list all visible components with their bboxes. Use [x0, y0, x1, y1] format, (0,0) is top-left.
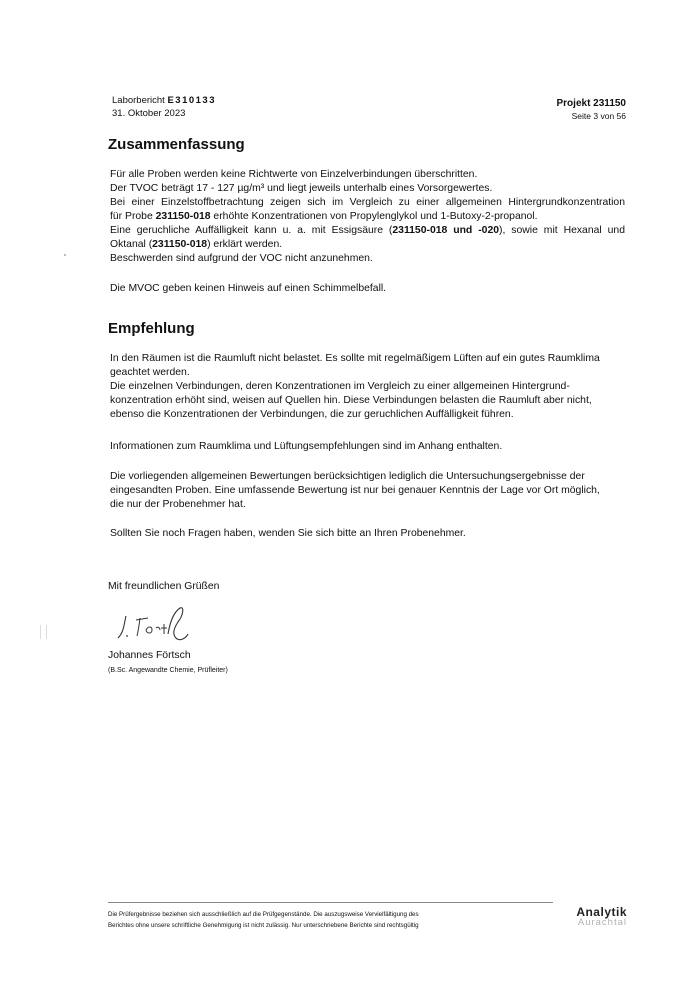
mvoc-paragraph [110, 282, 625, 296]
summary-line [110, 182, 625, 196]
signer-name: Johannes Förtsch [108, 650, 191, 661]
rec-line: In den Räumen ist die Raumluft nicht belastet. Es sollte mit regelmäßigem Lüften auf ein gutes Raumklima [110, 353, 600, 364]
footer-line: Berichtes ohne unsere schriftliche Genehmigung ist nicht zulässig. Nur unterschriebene Berichte sind rechtsgültig [108, 922, 419, 929]
scan-dot [64, 254, 66, 256]
report-header-right [557, 97, 627, 123]
rec-line: konzentration erhöht sind, weisen auf Quellen hin. Diese Verbindungen belasten die Raumluft aber nicht, [110, 395, 592, 406]
summary-text: ) erklärt werden. [207, 239, 283, 250]
summary-text: Beschwerden sind aufgrund der VOC nicht anzunehmen. [110, 253, 373, 264]
summary-text: Für alle Proben werden keine Richtwerte von Einzelverbindungen überschritten. [110, 169, 478, 180]
footer-line: Die Prüfergebnisse beziehen sich ausschließlich auf die Prüfgegenstände. Die auszugsweise Vervielfältigung des [108, 911, 419, 918]
rec-questions-text: Sollten Sie noch Fragen haben, wenden Sie sich bitte an Ihren Probenehmer. [110, 528, 466, 539]
rec-line: die nur der Probenehmer hat. [110, 499, 246, 510]
recommendation-paragraph-2 [110, 440, 625, 454]
footer-divider [108, 902, 553, 903]
summary-text: Oktanal ( [110, 239, 153, 250]
rec-line: eingesandten Proben. Eine umfassende Bewertung ist nur bei genauer Kenntnis der Lage vor Ort möglich, [110, 485, 600, 496]
summary-heading: Zusammenfassung [108, 136, 245, 153]
mvoc-text: Die MVOC geben keinen Hinweis auf einen Schimmelbefall. [110, 283, 387, 294]
summary-text: ), sowie mit Hexanal und [499, 225, 625, 236]
scan-mark [40, 625, 41, 639]
summary-line [110, 238, 625, 252]
summary-text: Bei einer Einzelstoffbetrachtung zeigen sich im Vergleich zu einer allgemeinen Hintergrundkonzentration [110, 197, 625, 208]
sample-id: 231150-018 [152, 239, 208, 250]
recommendation-paragraph-1 [110, 352, 625, 422]
summary-line [110, 168, 625, 182]
rec-line: ebenso die Konzentrationen der Verbindungen, die zur geruchlichen Auffälligkeit führen. [110, 409, 514, 420]
company-logo [537, 905, 627, 928]
project-number: Projekt 231150 [556, 98, 626, 109]
report-number: E310133 [167, 95, 216, 106]
closing-greeting: Mit freundlichen Grüßen [108, 581, 220, 592]
report-label: Laborbericht [112, 95, 165, 106]
summary-text: Der TVOC beträgt 17 - 127 µg/m³ und liegt jeweils unterhalb eines Vorsorgewertes. [110, 183, 493, 194]
recommendation-paragraph-4 [110, 527, 625, 541]
footer-disclaimer [108, 909, 538, 931]
summary-text: Eine geruchliche Auffälligkeit kann u. a. mit Essigsäure ( [110, 225, 393, 236]
rec-info-text: Informationen zum Raumklima und Lüftungsempfehlungen sind im Anhang enthalten. [110, 441, 503, 452]
signer-title: (B.Sc. Angewandte Chemie, Prüfleiter) [108, 667, 228, 674]
recommendation-paragraph-3 [110, 470, 625, 512]
rec-line: Die einzelnen Verbindungen, deren Konzentrationen im Vergleich zu einer allgemeinen Hintergrund- [110, 381, 570, 392]
logo-text-top: Analytik [576, 905, 627, 919]
sample-id: 231150-018 und -020 [392, 225, 499, 236]
report-date: 31. Oktober 2023 [112, 108, 186, 119]
summary-line [110, 252, 625, 266]
summary-paragraph [110, 168, 625, 266]
summary-line [110, 224, 625, 238]
rec-line: geachtet werden. [110, 367, 190, 378]
page-indicator: Seite 3 von 56 [571, 111, 626, 121]
handwritten-signature [112, 598, 202, 648]
summary-text: für Probe [110, 211, 156, 222]
summary-line [110, 210, 625, 224]
report-header-left [112, 94, 216, 120]
scan-mark [46, 625, 47, 639]
summary-line [110, 196, 625, 210]
summary-text: erhöhte Konzentrationen von Propylenglykol und 1-Butoxy-2-propanol. [210, 211, 538, 222]
rec-line: Die vorliegenden allgemeinen Bewertungen berücksichtigen lediglich die Untersuchungsergebnisse der [110, 471, 585, 482]
logo-text-bottom: Aurachtal [577, 917, 627, 928]
sample-id: 231150-018 [155, 211, 211, 222]
recommendation-heading: Empfehlung [108, 320, 195, 337]
